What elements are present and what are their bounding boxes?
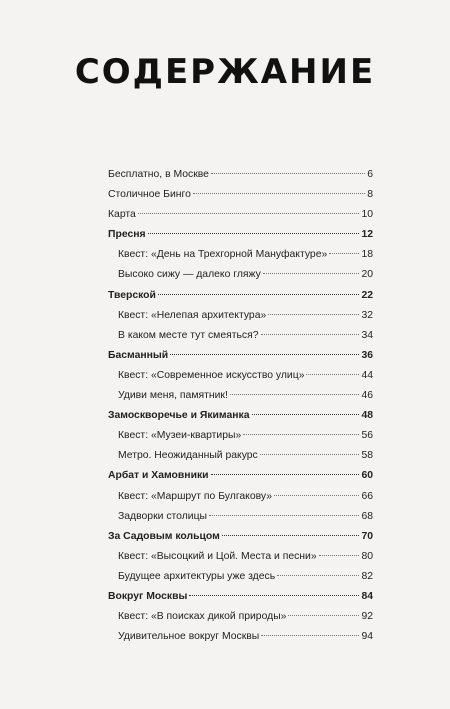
- dot-leader: [261, 334, 360, 335]
- toc-entry-title: Квест: «Современное искусство улиц»: [118, 369, 305, 381]
- toc-entry-title: Высоко сижу — далеко гляжу: [118, 269, 261, 281]
- toc-entry: [108, 265, 373, 285]
- toc-page-number: 6: [367, 169, 373, 180]
- toc-entry-title: Квест: «Музеи-квартиры»: [118, 430, 242, 442]
- toc-entry-title: Пресня: [108, 229, 146, 241]
- dot-leader: [230, 394, 360, 395]
- dot-leader: [170, 354, 359, 355]
- table-of-contents: [108, 165, 373, 647]
- dot-leader: [158, 294, 360, 295]
- toc-entry: [108, 627, 373, 647]
- dot-leader: [260, 454, 360, 455]
- toc-section-entry: [108, 406, 373, 426]
- toc-entry-title: Вокруг Москвы: [108, 590, 188, 602]
- toc-page-number: 60: [361, 470, 373, 482]
- toc-page-number: 94: [361, 631, 373, 643]
- toc-entry: [108, 165, 373, 185]
- toc-entry: [108, 567, 373, 587]
- toc-entry: [108, 507, 373, 527]
- dot-leader: [263, 273, 360, 274]
- toc-page-number: 18: [361, 249, 373, 261]
- toc-entry-title: Басманный: [108, 349, 169, 361]
- dot-leader: [329, 253, 359, 254]
- toc-entry-title: Арбат и Хамовники: [108, 470, 209, 482]
- dot-leader: [211, 173, 365, 174]
- dot-leader: [189, 595, 359, 596]
- dot-leader: [252, 414, 360, 415]
- dot-leader: [288, 615, 359, 616]
- toc-page-number: 12: [361, 229, 373, 241]
- toc-entry-title: Карта: [108, 209, 136, 221]
- dot-leader: [209, 515, 359, 516]
- dot-leader: [261, 635, 359, 636]
- dot-leader: [268, 314, 359, 315]
- toc-page-number: 58: [361, 450, 373, 462]
- dot-leader: [138, 213, 360, 214]
- toc-page-number: 84: [361, 590, 373, 602]
- dot-leader: [193, 193, 365, 194]
- toc-entry-title: Задворки столицы: [118, 510, 207, 522]
- toc-entry: [108, 366, 373, 386]
- toc-entry: [108, 547, 373, 567]
- dot-leader: [306, 374, 359, 375]
- toc-page-number: 56: [361, 430, 373, 442]
- toc-page-number: 68: [361, 510, 373, 522]
- toc-entry-title: В каком месте тут смеяться?: [118, 329, 259, 341]
- dot-leader: [148, 233, 360, 234]
- page-title: СОДЕРЖАНИЕ: [74, 52, 376, 92]
- toc-entry: [108, 326, 373, 346]
- toc-page-number: 10: [361, 209, 373, 221]
- toc-page-number: 20: [361, 269, 373, 281]
- toc-entry: [108, 426, 373, 446]
- toc-entry: [108, 185, 373, 205]
- toc-page-number: 70: [361, 530, 373, 542]
- toc-entry-title: Метро. Неожиданный ракурс: [118, 450, 258, 462]
- toc-entry: [108, 446, 373, 466]
- toc-page-number: 92: [361, 611, 373, 623]
- toc-entry-title: За Садовым кольцом: [108, 530, 220, 542]
- toc-page-number: 80: [361, 550, 373, 562]
- toc-page-number: 44: [361, 369, 373, 381]
- toc-entry-title: Удиви меня, памятник!: [118, 390, 228, 402]
- toc-entry: [108, 607, 373, 627]
- toc-section-entry: [108, 466, 373, 486]
- toc-entry-title: Тверской: [108, 289, 156, 301]
- dot-leader: [222, 535, 360, 536]
- toc-entry-title: Будущее архитектуры уже здесь: [118, 570, 276, 582]
- toc-entry-title: Квест: «В поисках дикой природы»: [118, 611, 287, 623]
- toc-entry-title: Квест: «Нелепая архитектура»: [118, 309, 267, 321]
- toc-entry-title: Удивительное вокруг Москвы: [118, 631, 260, 643]
- toc-section-entry: [108, 587, 373, 607]
- toc-entry: [108, 306, 373, 326]
- toc-page-number: 32: [361, 309, 373, 321]
- dot-leader: [319, 555, 360, 556]
- toc-section-entry: [108, 527, 373, 547]
- toc-entry: [108, 487, 373, 507]
- toc-page-number: 46: [361, 390, 373, 402]
- toc-section-entry: [108, 286, 373, 306]
- toc-entry: [108, 386, 373, 406]
- toc-entry-title: Квест: «День на Трехгорной Мануфактуре»: [118, 249, 328, 261]
- toc-page-number: 82: [361, 570, 373, 582]
- toc-section-entry: [108, 346, 373, 366]
- toc-page-number: 48: [361, 410, 373, 422]
- toc-page-number: 66: [361, 490, 373, 502]
- toc-entry-title: Столичное Бинго: [108, 189, 191, 201]
- dot-leader: [243, 434, 359, 435]
- toc-entry-title: Бесплатно, в Москве: [108, 169, 209, 180]
- toc-entry: [108, 245, 373, 265]
- toc-entry-title: Квест: «Высоцкий и Цой. Места и песни»: [118, 550, 317, 562]
- toc-page-number: 22: [361, 289, 373, 301]
- dot-leader: [211, 474, 360, 475]
- toc-section-entry: [108, 225, 373, 245]
- toc-entry-title: Замоскворечье и Якиманка: [108, 410, 250, 422]
- toc-page-number: 36: [361, 349, 373, 361]
- dot-leader: [277, 575, 359, 576]
- toc-page-number: 8: [367, 189, 373, 201]
- toc-entry-title: Квест: «Маршрут по Булгакову»: [118, 490, 272, 502]
- dot-leader: [274, 495, 359, 496]
- toc-entry: [108, 205, 373, 225]
- toc-page-number: 34: [361, 329, 373, 341]
